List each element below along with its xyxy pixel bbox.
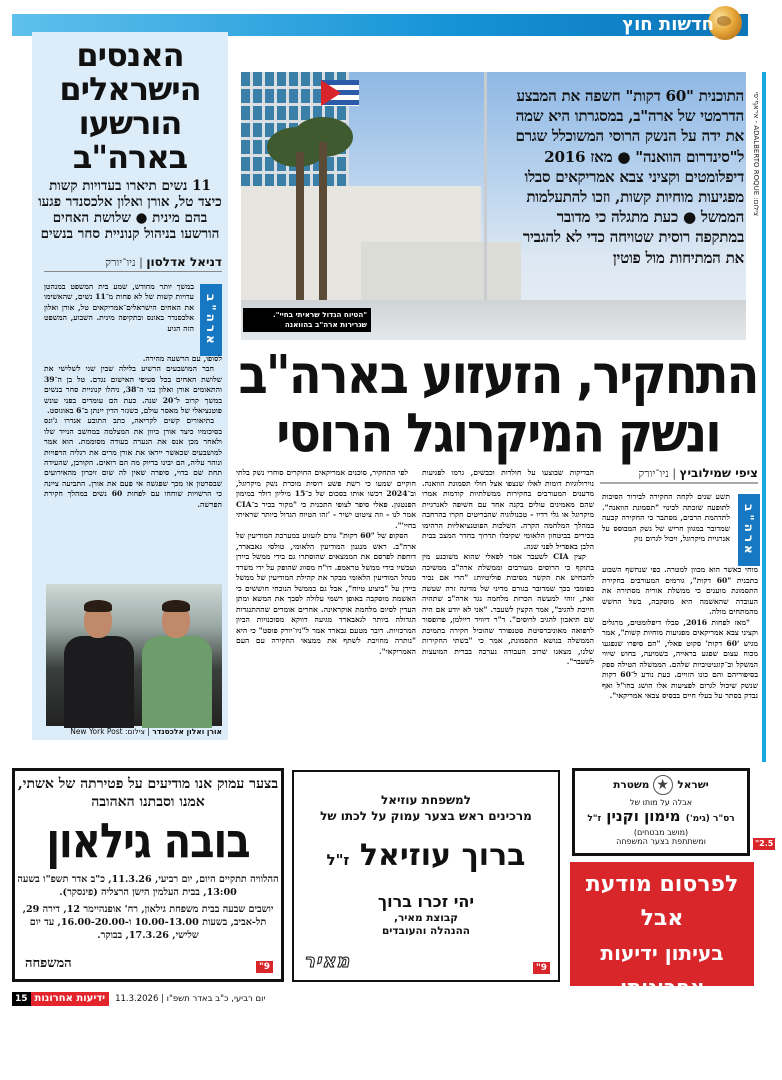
promo-line: לפרסום מודעת אבל: [585, 872, 739, 931]
cuban-flag: [321, 80, 359, 106]
shiva-details: יושבים שבעה בבית משפחת גילאון, רח' אופנהיימר 12, דירה 29, תל-אביב, בשעות 10.00-13.00 ו-16.00-20.00, עד יום שלישי, 17.3.26, בבוקר.: [22, 904, 274, 941]
obituary-ad-police: [572, 768, 750, 856]
headline-line: התחקיר, הזעזוע בארה"ב: [238, 343, 758, 407]
article-column: [236, 468, 416, 657]
author-name: ציפי שמילוביץ: [679, 466, 758, 480]
ad-intro: בצער עמוק אנו מודיעים על פטירתה של אשתי, אמנו וסבתנו האהובה: [17, 776, 279, 810]
deceased-name: [294, 838, 558, 878]
author-name: דניאל אדלסון: [146, 255, 222, 269]
police-emblem-icon: [653, 775, 673, 795]
ad-signature: המשפחה: [25, 956, 72, 971]
issue-date: יום רביעי, כ"ב באדר תשפ"ו | 11.3.2026: [115, 994, 266, 1004]
organization: [575, 775, 747, 795]
side-story-body: [44, 354, 222, 510]
paragraph: הבדיקות שבוצעו על חולדות וכבשים, גרמו לפגיעות נוירולוגיות דומות לאלו שנצפו אצל חולי תסמונת הוואנה. מדענים המעורבים בחקירות ממשלתיות קודמות אמרו שהם מאמינים עולים בקנה אחד עם חשיפה לאנרגיית מיקרוגל או גלי רדיו - טכנולוגיה שהבריטים חקרו בהרחבה במהלך המלחמה הקרה. השלכות הפוטנציאליות הרהימו בכירים בביטחון הלאומי שקיבלו תדרוך בחדר המצב בבית הלבן באפריל לפני שנה.: [422, 468, 594, 551]
caption-separator: |: [147, 727, 150, 736]
paragraph: בתיאורים קשים לקריאה, כתב התובע אנדרו ג'ונס בסיכומיו כיצד אורן כיוון את המצלמה במחשב הנייד שלו ולאחר מכן אנס את הנערה בעודה מסוממת. הוא אמר למושבעים שכאשר ייראו את אורן מרים את רגליה הרפויות ונוהר עליה, הם יבינו בדיוק מה הם רואים. הקורבן, שהעידה תחת שם בדוי, סיפרה שאין לה שום זיכרון מהאירועים שבסרטון או מכך שפגשה אי פעם את אורן. התביעה ציינה כי הרשויות שוחחו עם לפחות 60 נשים במהלך חקירת הפרשה.: [44, 416, 222, 509]
section-title: חדשות חוץ: [622, 14, 714, 35]
paragraph: הסקופ של "60 דקות" גורם לזעזוע במערכת המודיעין של ארה"ב. ראש מנגנון המודיעין הלאומי, טולסי גאבארד, דוחפת לפרסם את הממצאים שהוסתרו גם בידי ממשל ביידן ועכשיו בידי ממשל טראמפ. דו"ח מסווג שהופק על ידי משרד מנהל המודיעין הלאומי מבקר את קהילת המודיעין של ממשל ביידן על "ביצוע טיוח", אבל גם בממשל הנוכחי חוששים כי האשמת מוסקבה באופן רשמי עלולה לסבך את המשא ומתן העדין לסיום מלחמת אוקראינה. אחרים אומרים שההתנגדות הגדולה ביותר לגאבארד מגיעה דווקא מסוכנויות הביון המרכזיות. דובר מטעם גבארד אמר ל"ניו־יורק פוסט" כי היא "נותרה מחויבת לשתף את ממצאי החקירה עם העם האמריקאי".: [236, 531, 416, 656]
side-story-body-top: במשך יותר מחודש, שמע בית המשפט במנהטן עדויות קשות של לא פחות מ־11 נשים, שהאשימו את האחים הישראלים־אמריקאים טל, אורן ואלון אלכסנדר באונס ובתקיפה מינית. השבוע, המשפט הזה הגיע: [44, 282, 194, 333]
column-rule: [762, 72, 766, 762]
photo-credit: צילום: ADALBERTO ROQUE - אי־אף־פי: [752, 92, 760, 216]
name-text: מימון וקנין: [606, 807, 681, 825]
obituary-promo-ad[interactable]: [570, 862, 754, 1076]
page-number: 15: [12, 992, 31, 1006]
paragraph: לסופו, עם הרשעה מהירה.: [142, 354, 222, 363]
article-column: תשע שנים לקחה החקירה לבירור הסיבות לתופעה שזכתה לכינוי "תסמונת הוואנה". לתדהמת הרבים, מסתבר כי החקירה קבעה שמדובר במגוון חריש של נשק המבוסס על אנרגיית מיקרוגל, ויכול לגרום נזק: [602, 492, 730, 543]
side-story-byline: [44, 255, 222, 272]
photo-caption: [46, 727, 222, 737]
paragraph: חבר המושבעים הרשיע בלילה שבין שני לשלישי את שלושת האחים בכל סעיפי האישום נגדם. טל בן ה־39 והתאומים אורן ואלון בני ה־38, ניהלו קנוניית סחר בנשים במשך קרוב ל־20 שנה. כעת הם עומדים בפני עונש פוטנציאלי של מאסר עולם, כשגזר הדין יינתן ב־6 באוגוסט.: [44, 364, 222, 416]
ad-line: מרכינים ראש בצער עמוק על לכתו של: [320, 809, 532, 823]
ad-sender: ההנהלה והעובדים: [381, 925, 470, 937]
headline-line: בארה"ב: [72, 138, 188, 176]
obituary-ad-gilon: [12, 768, 284, 982]
promo-phone[interactable]: 077-9967000: [595, 1008, 729, 1076]
caption-credit: צילום: New York Post: [70, 727, 145, 736]
photo-overlay-text: התוכנית "60 דקות" חשפה את המבצע הדרמטי של ארה"ב, במסגרתו היא שמה את ידה על הנשק הרוסי המשוכלל שגרם ל"סינדרום הוואנה" ● מאז 2016 דיפלומטים וקציני צבא אמריקאים סבלו מפגיעות מוחיות קשות, וזכו להתעלמות הממשל ● כעת מתגלה כי מדובר במתקפה רוסית שטויחה כדי לא להגביר את המתיחות מול פוטין: [515, 87, 744, 267]
newspaper-name: ידיעות אחרונות: [31, 992, 110, 1006]
brothers-photo: [46, 584, 222, 726]
company-logo: מאיר: [304, 951, 351, 972]
byline-separator: |: [139, 256, 143, 269]
ad-sender: קבוצת מאיר,: [393, 912, 459, 924]
side-story-subhead: 11 נשים תיארו בעדויות קשות כיצד טל, אורן ואלון אלכסנדר פגעו בהם מינית ● שלושת האחים הורשעו בניהול קנוניית סחר בנשים: [38, 178, 222, 242]
name-suffix: ז"ל: [587, 814, 602, 824]
paragraph: לפי התחקיר, סוכנים אמריקאים החוקרים סוחרי נשק בלתי חוקיים שמעו כי רשת פשע רוסית מוכרת נשק מיקרוגל, וב־2024 רכשו אותו בסכום של כ־15 מיליון דולר במימון הפנטגון. פאלי סיפר לצופי התכנית כי "מקור בכיר ב־CIA אמר לנו - וזה ציטוט ישיר - 'זהו הטיוח הגדול ביותר שראיתי בחיי'".: [236, 468, 416, 530]
main-headline[interactable]: [238, 343, 758, 465]
page-footer: [12, 992, 271, 1006]
palm-trunk: [319, 142, 327, 312]
ad-size-badge: 2.5": [755, 839, 774, 848]
name-text: ברוך עוזיאל: [359, 838, 526, 873]
ad-line: למשפחת עוזיאל: [381, 793, 471, 807]
org-name: משטרת: [613, 779, 650, 791]
obituary-ad-uziel: [292, 770, 560, 982]
headline-line: ונשק המיקרוגל הרוסי: [276, 402, 720, 465]
ad-line: (מושב מבטחים): [633, 828, 689, 837]
person-figure: [60, 598, 138, 726]
caption-names: אורן ואלון אלכסנדר: [152, 727, 222, 736]
ad-size-badge: 9": [533, 962, 550, 974]
dateline-tag: ארה"ב: [200, 284, 222, 356]
org-name: ישראל: [677, 779, 709, 791]
headline-line: הישראלים: [59, 70, 201, 108]
deceased-name: [575, 807, 747, 828]
rank: רס"ר (גימ'): [685, 814, 735, 824]
funeral-details: ההלוויה תתקיים היום, יום רביעי, 11.3.26, כ"ב אדר תשפ"ו בשעה 13:00, בבית העלמין הישן הרצליה (פינסקר).: [17, 874, 279, 898]
paragraph: קצין CIA לשעבר אמר לפאלי שהוא משוכנע מין בתוקף כי הרוסים מעורבים וממשלת ארה"ב ממשיכה להכחיש את הקשר מסיבות פוליטיות: "הרי אם נכיר בפומבי בכך שמדובר בגורם מדיני של מדינה זרה שעשה זאת, זוהי למעשה הכרזת מלחמה נגד ארה"ב שתהיה חייבת להגיב", אמר הקצין לשעבר. "אני לא יודע אם היה שם תיאבון להגיב לרוסים". ד"ר דיוויד ריילמן, פרופסור לרפואה מאוניברסיטת סטנפורד שהוביל חקירה בתמיכת הממשלה בנושא התסמונת, אמר כי "בשתי החקירות שלנו, מצאנו שרוב העבודה נערכה בברית המועצות לשעבר".: [422, 552, 594, 666]
headline-line: האנסים: [76, 36, 184, 74]
dateline-tag: ארה"ב: [738, 494, 760, 566]
palm-trunk: [296, 152, 304, 302]
article-column: [602, 565, 758, 702]
ad-line: אבלה על מותו של: [629, 798, 693, 807]
ad-line: ומשתתפת בצער המשפחה: [616, 837, 706, 846]
person-figure: [138, 598, 216, 726]
promo-line: בעיתון ידיעות אחרונות:: [600, 941, 724, 999]
memory-line: יהי זכרו ברוך: [377, 892, 475, 911]
main-story-byline: [600, 466, 758, 484]
byline-separator: |: [672, 467, 677, 480]
paragraph: מוחי כאשר הוא מכוון למטרה. כפי שנחשף השבוע בתכנית "60 דקות", גורמים המעורבים בחקירת התסמונת מוענים כי ממשלת אוריה מסתירה את העובדה שהאשמה היא מוסקבה, בשל החשש מהמתחים מולה.: [602, 565, 758, 616]
deceased-name: בובה גילאון: [46, 814, 250, 870]
byline-city: ניו־יורק: [638, 467, 669, 480]
photo-caption: "הטיוח הגדול שראיתי בחיי". שגרירות ארה"ב בהוואנה: [243, 308, 371, 332]
paragraph: "מאז לפחות 2016, סבלו דיפלומטים, מרגלים וקציני צבא אמריקאים מפגיעות מוחיות קשות", אמר מגיש '60 דקות' סקוט פאלי, "הם סיפרו שנפגעו מכוח עצום שפגע בראייה, בשמיעה, בחוש שיווי המשקל וב־קוגניטיביות שלהם. הממשלה הטילה ספק בסיפוריהם והם כונו הזויים. כעת נודע ל־60 דקות שנשק שיכול לגרום לפציעות אלו הושג בחו"ל ואף נבדק בסתר על בעלי חיים בבסיס צבאי אמריקאי".: [602, 617, 758, 700]
side-story-headline[interactable]: [36, 38, 224, 174]
article-column: [422, 468, 594, 668]
lamp-pole: [484, 72, 487, 302]
ad-size-badge: 9": [256, 961, 273, 973]
name-suffix: ז"ל: [326, 851, 350, 869]
byline-city: ניו־יורק: [105, 256, 136, 269]
headline-line: הורשעו: [78, 104, 182, 142]
